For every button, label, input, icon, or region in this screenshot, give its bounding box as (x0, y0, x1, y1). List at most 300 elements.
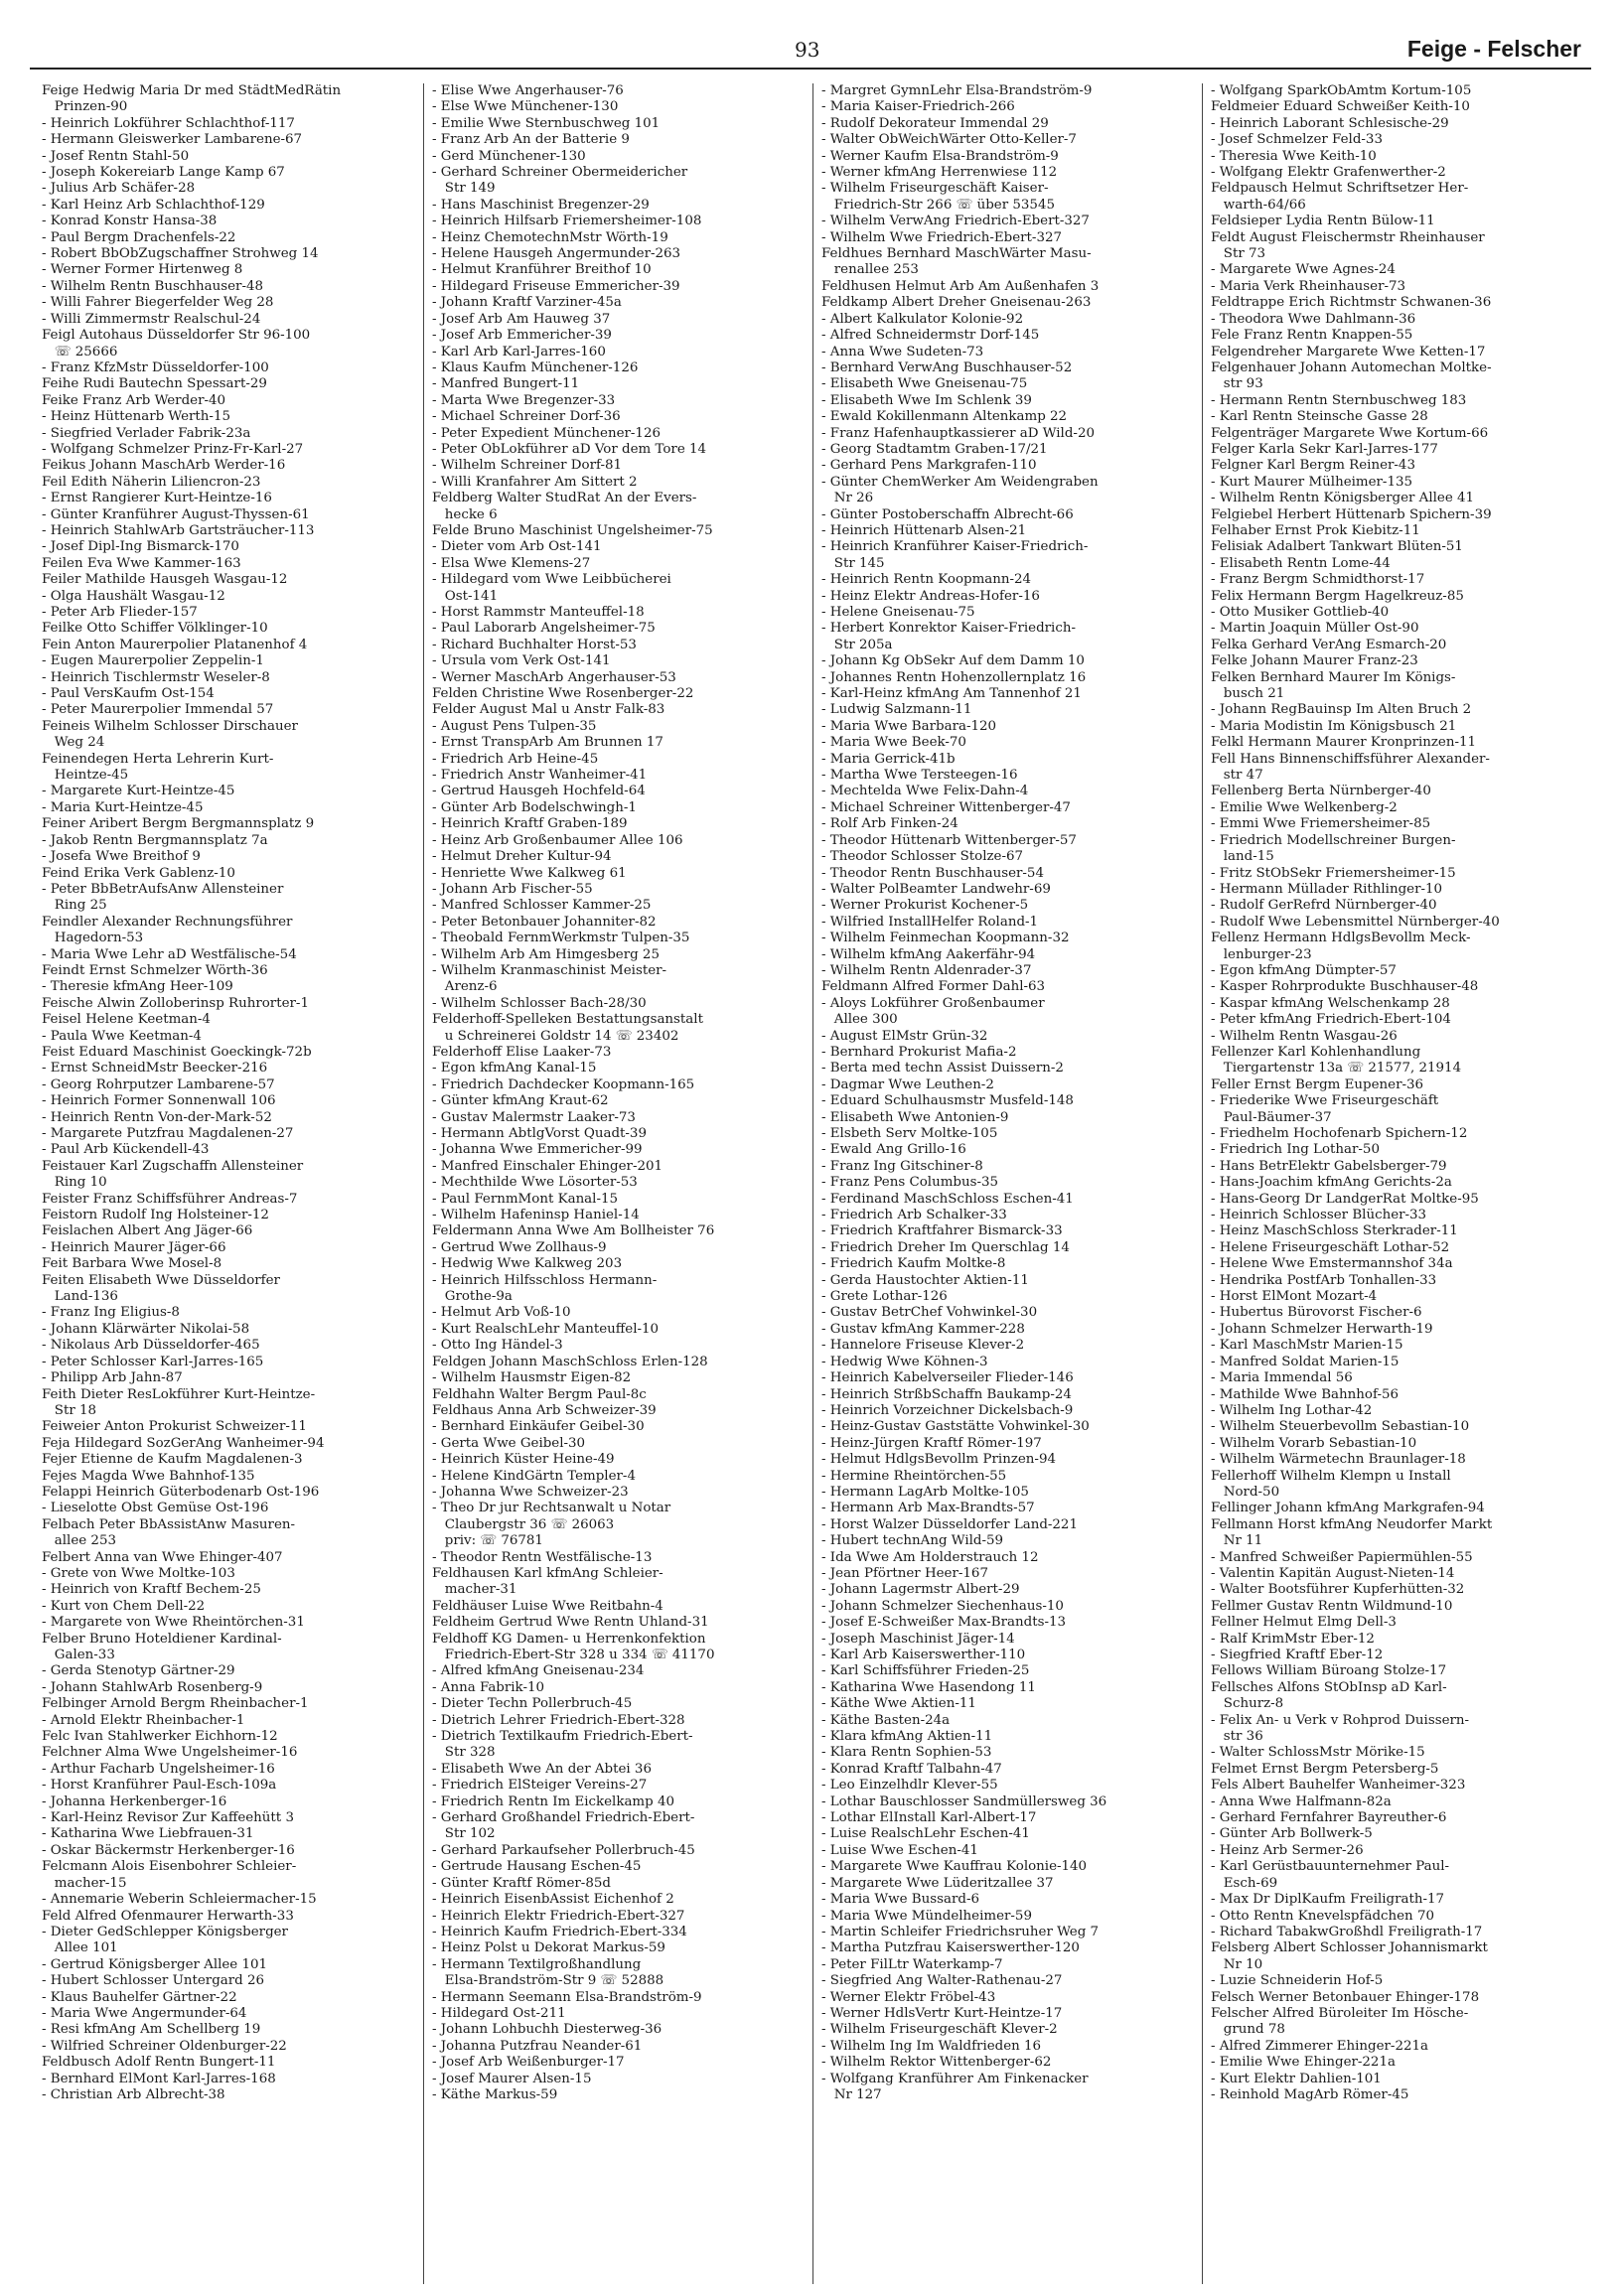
directory-entry: Feige Hedwig Maria Dr med StädtMedRätin (42, 83, 342, 98)
directory-entry: - Heinrich Maurer Jäger-66 (42, 1239, 226, 1255)
directory-entry: - Dietrich Lehrer Friedrich-Ebert-328 (432, 1712, 685, 1728)
directory-entry: - Peter ObLokführer aD Vor dem Tore 14 (432, 441, 707, 457)
directory-entry: - Manfred Soldat Marien-15 (1211, 1354, 1400, 1369)
directory-entry: - Kasper Rohrprodukte Buschhauser-48 (1211, 979, 1479, 995)
directory-entry: - Kurt Elektr Dahlien-101 (1211, 2071, 1382, 2086)
directory-entry: - Gertrude Hausang Eschen-45 (432, 1859, 642, 1875)
directory-entry: - Joseph Kokereiarb Lange Kamp 67 (42, 165, 285, 181)
directory-entry: - Siegfried Verlader Fabrik-23a (42, 425, 251, 441)
directory-entry: Felkl Hermann Maurer Kronprinzen-11 (1211, 735, 1477, 751)
directory-entry: - Johann RegBauinsp Im Alten Bruch 2 (1211, 702, 1472, 718)
directory-entry: - Walter Bootsführer Kupferhütten-32 (1211, 1582, 1465, 1598)
directory-entry: - Franz Ing Eligius-8 (42, 1305, 180, 1321)
directory-entry: - Peter FilLtr Waterkamp-7 (821, 1956, 1003, 1972)
directory-entry: Fels Albert Bauhelfer Wanheimer-323 (1211, 1778, 1466, 1794)
directory-entry: - Hans BetrElektr Gabelsberger-79 (1211, 1158, 1447, 1174)
directory-entry: Feldhusen Helmut Arb Am Außenhafen 3 (821, 278, 1100, 294)
directory-entry: Feldberg Walter StudRat An der Evers- (432, 491, 697, 506)
directory-entry: - Robert BbObZugschaffner Strohweg 14 (42, 246, 319, 262)
directory-entry: - Margret GymnLehr Elsa-Brandström-9 (821, 83, 1093, 98)
directory-entry: Felgendreher Margarete Wwe Ketten-17 (1211, 344, 1486, 359)
column-1 (34, 83, 423, 2284)
directory-entry: - Friedrich Modellschreiner Burgen- (1211, 832, 1456, 848)
directory-entry: - Friedrich Kraftfahrer Bismarck-33 (821, 1223, 1063, 1239)
directory-entry: Esch-69 (1211, 1875, 1278, 1891)
directory-entry: - Richard Buchhalter Horst-53 (432, 637, 637, 652)
directory-entry: - Rudolf Dekorateur Immendal 29 (821, 115, 1049, 131)
directory-entry: land-15 (1211, 849, 1274, 865)
directory-entry: grund 78 (1211, 2022, 1285, 2038)
directory-entry: - Theodor Hüttenarb Wittenberger-57 (821, 832, 1077, 848)
directory-entry: - Hedwig Wwe Kalkweg 203 (432, 1256, 623, 1272)
directory-entry: - Johann Arb Fischer-55 (432, 881, 593, 897)
directory-entry: - Heinrich Rentn Koopmann-24 (821, 572, 1032, 588)
directory-entry: - Siegfried Kraftf Eber-12 (1211, 1648, 1384, 1662)
directory-entry: - Hermann Arb Max-Brandts-57 (821, 1501, 1035, 1516)
directory-entry: - Hermann LagArb Moltke-105 (821, 1484, 1029, 1500)
directory-entry: - Hermann Textilgroßhandlung (432, 1956, 642, 1972)
directory-entry: - Günter ChemWerker Am Weidengraben (821, 474, 1099, 490)
directory-entry: - Hermann Rentn Sternbuschweg 183 (1211, 392, 1467, 408)
directory-entry: Feindt Ernst Schmelzer Wörth-36 (42, 962, 268, 978)
directory-entry: - Luise Wwe Eschen-41 (821, 1842, 978, 1858)
directory-entry: - Heinz Polst u Dekorat Markus-59 (432, 1940, 665, 1956)
directory-entry: - Margarete Wwe Agnes-24 (1211, 262, 1396, 278)
directory-entry: Felderhoff Elise Laaker-73 (432, 1044, 612, 1060)
directory-entry: Feldsieper Lydia Rentn Bülow-11 (1211, 214, 1435, 229)
directory-entry: - Hannelore Friseuse Klever-2 (821, 1338, 1025, 1354)
directory-entry: - Willi Kranfahrer Am Sittert 2 (432, 474, 638, 490)
directory-entry: - Paul VersKaufm Ost-154 (42, 686, 215, 702)
directory-entry: - Josef Arb Weißenburger-17 (432, 2055, 625, 2071)
directory-entry: - Heinz-Jürgen Kraftf Römer-197 (821, 1435, 1042, 1451)
directory-entry: Felber Bruno Hoteldiener Kardinal- (42, 1631, 282, 1647)
directory-entry: - Theresie kfmAng Heer-109 (42, 979, 233, 995)
directory-entry: - Gerhard Schreiner Obermeidericher (432, 165, 688, 181)
directory-entry: - Maria Wwe Bussard-6 (821, 1892, 980, 1908)
directory-entry: - Walter ObWeichWärter Otto-Keller-7 (821, 132, 1077, 148)
directory-entry: Paul-Bäumer-37 (1211, 1109, 1332, 1125)
directory-entry: - Gustav BetrChef Vohwinkel-30 (821, 1305, 1038, 1321)
directory-entry: Feistauer Karl Zugschaffn Allensteiner (42, 1158, 304, 1174)
column-4 (1202, 83, 1591, 2284)
directory-entry: - Johann Lagermstr Albert-29 (821, 1582, 1020, 1598)
directory-entry: - Franz Bergm Schmidthorst-17 (1211, 572, 1425, 588)
directory-entry: - Wilhelm Rentn Wasgau-26 (1211, 1028, 1398, 1044)
directory-entry: Grothe-9a (432, 1289, 513, 1305)
directory-entry: - Wilhelm Rentn Buschhauser-48 (42, 278, 264, 294)
directory-entry: - Max Dr DiplKaufm Freiligrath-17 (1211, 1892, 1445, 1908)
directory-entry: Felger Karla Sekr Karl-Jarres-177 (1211, 441, 1438, 457)
directory-entry: Friedrich-Ebert-Str 328 u 334 ☏ 41170 (432, 1648, 715, 1662)
directory-entry: - Friedrich Ing Lothar-50 (1211, 1142, 1380, 1158)
directory-entry: - Ida Wwe Am Holderstrauch 12 (821, 1549, 1039, 1565)
directory-entry: - Ernst SchneidMstr Beecker-216 (42, 1061, 268, 1076)
directory-entry: - Theodor Schlosser Stolze-67 (821, 849, 1024, 865)
directory-entry: - Egon kfmAng Dümpter-57 (1211, 962, 1397, 978)
directory-entry: Feiweier Anton Prokurist Schweizer-11 (42, 1419, 307, 1435)
directory-entry: - Valentin Kapitän August-Nieten-14 (1211, 1565, 1455, 1581)
directory-entry: - Klaus Kaufm Münchener-126 (432, 359, 639, 375)
directory-columns (34, 83, 1591, 2284)
directory-entry: - Elsbeth Serv Moltke-105 (821, 1126, 998, 1141)
directory-entry: - Ewald Ang Grillo-16 (821, 1142, 966, 1158)
directory-entry: - Henriette Wwe Kalkweg 61 (432, 865, 627, 881)
directory-entry: Felder August Mal u Anstr Falk-83 (432, 702, 665, 718)
directory-entry: - August Pens Tulpen-35 (432, 718, 597, 734)
directory-entry: - Otto Musiker Gottlieb-40 (1211, 605, 1390, 620)
directory-entry: - August ElMstr Grün-32 (821, 1028, 988, 1044)
header-rule (30, 68, 1591, 70)
directory-entry: - Otto Rentn Knevelspfädchen 70 (1211, 1908, 1434, 1924)
directory-entry: Feihe Rudi Bautechn Spessart-29 (42, 376, 267, 392)
directory-entry: Feldmeier Eduard Schweißer Keith-10 (1211, 99, 1470, 115)
directory-entry: Feische Alwin Zolloberinsp Ruhrorter-1 (42, 995, 309, 1011)
directory-entry: Felka Gerhard VerAng Esmarch-20 (1211, 637, 1447, 652)
directory-entry: - Johann Schmelzer Herwarth-19 (1211, 1321, 1433, 1337)
directory-entry: - Georg Stadtamtm Graben-17/21 (821, 441, 1048, 457)
directory-entry: Feikus Johann MaschArb Werder-16 (42, 458, 286, 474)
directory-entry: Feist Eduard Maschinist Goeckingk-72b (42, 1044, 312, 1060)
directory-entry: - Alfred Schneidermstr Dorf-145 (821, 328, 1040, 344)
directory-entry: - Helene Hausgeh Angermunder-263 (432, 246, 681, 262)
directory-entry: - Heinrich Kabelverseiler Flieder-146 (821, 1370, 1074, 1386)
directory-entry: Feldheim Gertrud Wwe Rentn Uhland-31 (432, 1615, 709, 1631)
directory-entry: - Gustav kfmAng Kammer-228 (821, 1321, 1025, 1337)
directory-entry: - Wilhelm Steuerbevollm Sebastian-10 (1211, 1419, 1470, 1435)
directory-entry: - Elisabeth Rentn Lome-44 (1211, 555, 1391, 571)
directory-entry: - Albert Kalkulator Kolonie-92 (821, 311, 1024, 327)
directory-entry: Str 328 (432, 1745, 496, 1761)
directory-entry: - Heinrich EisenbAssist Eichenhof 2 (432, 1892, 674, 1908)
directory-entry: - Günter Arb Bollwerk-5 (1211, 1826, 1373, 1842)
directory-entry: Allee 101 (42, 1940, 118, 1956)
directory-entry: - Maria Kurt-Heintze-45 (42, 799, 204, 815)
directory-entry: - Arnold Elektr Rheinbacher-1 (42, 1712, 245, 1728)
directory-entry: - Josef Schmelzer Feld-33 (1211, 132, 1383, 148)
directory-entry: - Friedrich Arb Schalker-33 (821, 1208, 1007, 1223)
directory-entry: Galen-33 (42, 1648, 115, 1662)
directory-entry: - Kurt RealschLehr Manteuffel-10 (432, 1321, 660, 1337)
directory-entry: - Otto Ing Händel-3 (432, 1338, 563, 1354)
directory-entry: - Heinrich Elektr Friedrich-Ebert-327 (432, 1908, 685, 1924)
directory-entry: - Franz Ing Gitschiner-8 (821, 1158, 983, 1174)
directory-entry: - Heinrich Tischlermstr Weseler-8 (42, 669, 270, 685)
directory-entry: - Klara Rentn Sophien-53 (821, 1745, 992, 1761)
directory-entry: - Wilhelm Wärmetechn Braunlager-18 (1211, 1452, 1466, 1468)
directory-entry: Felsch Werner Betonbauer Ehinger-178 (1211, 1989, 1480, 2005)
directory-entry: - Karl-Heinz kfmAng Am Tannenhof 21 (821, 686, 1082, 702)
directory-entry: - Gerta Wwe Geibel-30 (432, 1435, 586, 1451)
directory-entry: - Mathilde Wwe Bahnhof-56 (1211, 1386, 1400, 1402)
directory-entry: - Gertrud Hausgeh Hochfeld-64 (432, 784, 646, 799)
directory-entry: - Lothar Bauschlosser Sandmüllersweg 36 (821, 1794, 1107, 1809)
directory-entry: Felmet Ernst Bergm Petersberg-5 (1211, 1761, 1439, 1777)
directory-entry: warth-64/66 (1211, 197, 1306, 213)
running-head: Feige - Felscher (1406, 36, 1581, 62)
directory-entry: Feil Edith Näherin Liliencron-23 (42, 474, 261, 490)
directory-entry: - Wilfried InstallHelfer Roland-1 (821, 914, 1039, 930)
directory-entry: - Elisabeth Wwe Im Schlenk 39 (821, 392, 1032, 408)
directory-entry: - Horst Rammstr Manteuffel-18 (432, 605, 645, 620)
directory-entry: lenburger-23 (1211, 946, 1312, 962)
directory-entry: - Heinz-Gustav Gaststätte Vohwinkel-30 (821, 1419, 1090, 1435)
directory-entry: Feinendegen Herta Lehrerin Kurt- (42, 751, 274, 767)
directory-entry: - Grete Lothar-126 (821, 1289, 948, 1305)
directory-entry: - Wilhelm kfmAng Aakerfähr-94 (821, 946, 1036, 962)
directory-entry: - Dieter Techn Pollerbruch-45 (432, 1696, 633, 1712)
directory-entry: Feisel Helene Keetman-4 (42, 1012, 211, 1028)
directory-entry: - Heinz Elektr Andreas-Hofer-16 (821, 588, 1040, 604)
directory-entry: Fellinger Johann kfmAng Markgrafen-94 (1211, 1501, 1485, 1516)
directory-entry: - Katharina Wwe Liebfrauen-31 (42, 1826, 254, 1842)
directory-entry: Felscher Alfred Büroleiter Im Hösche- (1211, 2005, 1469, 2021)
directory-entry: - Heinrich Hüttenarb Alsen-21 (821, 522, 1027, 538)
directory-entry: - Hans-Joachim kfmAng Gerichts-2a (1211, 1175, 1452, 1191)
directory-entry: - Eugen Maurerpolier Zeppelin-1 (42, 653, 264, 669)
directory-entry: Felken Bernhard Maurer Im Königs- (1211, 669, 1456, 685)
directory-entry: - Dieter GedSchlepper Königsberger (42, 1924, 288, 1939)
directory-entry: - Heinrich von Kraftf Bechem-25 (42, 1582, 261, 1598)
directory-entry: - Johanna Wwe Emmericher-99 (432, 1142, 643, 1158)
directory-entry: - Reinhold MagArb Römer-45 (1211, 2086, 1409, 2102)
directory-entry: - Ernst Rangierer Kurt-Heintze-16 (42, 491, 272, 506)
directory-entry: - Peter Expedient Münchener-126 (432, 425, 661, 441)
directory-entry: - Rolf Arb Finken-24 (821, 816, 958, 832)
directory-entry: - Dietrich Textilkaufm Friedrich-Ebert- (432, 1729, 693, 1745)
directory-entry: Fellner Helmut Elmg Dell-3 (1211, 1615, 1397, 1631)
directory-entry: - Dieter vom Arb Ost-141 (432, 539, 602, 555)
directory-entry: Feller Ernst Bergm Eupener-36 (1211, 1076, 1424, 1092)
directory-entry: Str 149 (432, 181, 496, 197)
directory-entry: - Martin Schleifer Friedrichsruher Weg 7 (821, 1924, 1100, 1939)
directory-entry: - Karl Heinz Arb Schlachthof-129 (42, 197, 265, 213)
directory-entry: - Michael Schreiner Dorf-36 (432, 409, 621, 425)
directory-entry: - Paul FernmMont Kanal-15 (432, 1191, 619, 1207)
directory-entry: - Peter kfmAng Friedrich-Ebert-104 (1211, 1012, 1451, 1028)
directory-entry: - Philipp Arb Jahn-87 (42, 1370, 183, 1386)
directory-entry: - Günter Kraftf Römer-85d (432, 1875, 611, 1891)
directory-entry: - Gertrud Königsberger Allee 101 (42, 1956, 268, 1972)
directory-entry: - Wilhelm Ing Lothar-42 (1211, 1402, 1373, 1418)
directory-entry: - Annemarie Weberin Schleiermacher-15 (42, 1892, 317, 1908)
directory-entry: - Heinrich Kranführer Kaiser-Friedrich- (821, 539, 1089, 555)
directory-entry: - Wilhelm Friseurgeschäft Klever-2 (821, 2022, 1058, 2038)
directory-entry: Feldgen Johann MaschSchloss Erlen-128 (432, 1354, 708, 1369)
directory-entry: - Elsa Wwe Klemens-27 (432, 555, 591, 571)
directory-entry: - Ludwig Salzmann-11 (821, 702, 972, 718)
directory-entry: - Helene KindGärtn Templer-4 (432, 1468, 636, 1484)
directory-entry: Feldtrappe Erich Richtmstr Schwanen-36 (1211, 295, 1492, 311)
directory-entry: - Ewald Kokillenmann Altenkamp 22 (821, 409, 1068, 425)
directory-entry: - Eduard Schulhausmstr Musfeld-148 (821, 1093, 1074, 1109)
directory-entry: - Margarete Putzfrau Magdalenen-27 (42, 1126, 294, 1141)
directory-entry: - Theresia Wwe Keith-10 (1211, 148, 1377, 164)
directory-entry: - Heinrich Laborant Schlesische-29 (1211, 115, 1449, 131)
directory-entry: - Werner Prokurist Kochener-5 (821, 898, 1029, 914)
directory-entry: - Heinz Arb Sermer-26 (1211, 1842, 1364, 1858)
directory-entry: Elsa-Brandström-Str 9 ☏ 52888 (432, 1973, 664, 1989)
directory-entry: - Maria Wwe Angermunder-64 (42, 2005, 247, 2021)
page-number: 93 (795, 38, 820, 62)
directory-entry: - Wilhelm Friseurgeschäft Kaiser- (821, 181, 1049, 197)
directory-entry: - Wolfgang Schmelzer Prinz-Fr-Karl-27 (42, 441, 304, 457)
directory-entry: - Anna Wwe Sudeten-73 (821, 344, 984, 359)
directory-entry: - Paula Wwe Keetman-4 (42, 1028, 202, 1044)
directory-entry: Felappi Heinrich Güterbodenarb Ost-196 (42, 1484, 320, 1500)
directory-entry: - Elise Wwe Angerhauser-76 (432, 83, 624, 98)
directory-entry: Feldhaus Anna Arb Schweizer-39 (432, 1402, 657, 1418)
directory-entry: - Emilie Wwe Welkenberg-2 (1211, 799, 1398, 815)
directory-entry: - Hildegard Ost-211 (432, 2005, 566, 2021)
directory-entry: Feislachen Albert Ang Jäger-66 (42, 1223, 253, 1239)
directory-entry: Nr 10 (1211, 1956, 1263, 1972)
directory-entry: Str 102 (432, 1826, 496, 1842)
directory-entry: - Hermann Müllader Rithlinger-10 (1211, 881, 1443, 897)
directory-entry: Feldt August Fleischermstr Rheinhauser (1211, 229, 1485, 245)
directory-entry: - Joseph Maschinist Jäger-14 (821, 1631, 1015, 1647)
directory-entry: - Hubert Schlosser Untergard 26 (42, 1973, 265, 1989)
directory-entry: Feiner Aribert Bergm Bergmannsplatz 9 (42, 816, 315, 832)
directory-entry: - Arthur Facharb Ungelsheimer-16 (42, 1761, 275, 1777)
directory-entry: Feilen Eva Wwe Kammer-163 (42, 555, 241, 571)
directory-entry: renallee 253 (821, 262, 919, 278)
directory-entry: - Theobald FernmWerkmstr Tulpen-35 (432, 931, 690, 946)
directory-entry: - Hendrika PostfArb Tonhallen-33 (1211, 1272, 1437, 1288)
directory-entry: - Käthe Markus-59 (432, 2086, 558, 2102)
directory-entry: - Heinz MaschSchloss Sterkrader-11 (1211, 1223, 1458, 1239)
directory-entry: Felderhoff-Spelleken Bestattungsanstalt (432, 1012, 703, 1028)
directory-entry: Nr 11 (1211, 1533, 1263, 1549)
directory-entry: - Heinrich Former Sonnenwall 106 (42, 1093, 276, 1109)
directory-entry: - Wilhelm Hafeninsp Haniel-14 (432, 1208, 640, 1223)
directory-entry: Feldhausen Karl kfmAng Schleier- (432, 1565, 663, 1581)
directory-entry: - Klaus Bauhelfer Gärtner-22 (42, 1989, 237, 2005)
directory-entry: - Leo Einzelhdlr Klever-55 (821, 1778, 998, 1794)
directory-entry: - Hedwig Wwe Köhnen-3 (821, 1354, 988, 1369)
directory-entry: - Maria Immendal 56 (1211, 1370, 1353, 1386)
directory-entry: - Gerda Haustochter Aktien-11 (821, 1272, 1029, 1288)
directory-entry: Heintze-45 (42, 768, 129, 784)
directory-entry: str 47 (1211, 768, 1263, 784)
directory-entry: - Rudolf Wwe Lebensmittel Nürnberger-40 (1211, 914, 1500, 930)
directory-entry: priv: ☏ 76781 (432, 1533, 543, 1549)
directory-entry: - Wilhelm Feinmechan Koopmann-32 (821, 931, 1070, 946)
directory-entry: - Heinz Hüttenarb Werth-15 (42, 409, 230, 425)
directory-entry: Felsberg Albert Schlosser Johannismarkt (1211, 1940, 1488, 1956)
directory-entry: - Josef E-Schweißer Max-Brandts-13 (821, 1615, 1067, 1631)
directory-entry: - Alfred Zimmerer Ehinger-221a (1211, 2038, 1429, 2054)
directory-entry: - Margarete Kurt-Heintze-45 (42, 784, 235, 799)
directory-entry: Fell Hans Binnenschiffsführer Alexander- (1211, 751, 1490, 767)
directory-entry: - Helmut Arb Voß-10 (432, 1305, 571, 1321)
directory-entry: - Karl Schiffsführer Frieden-25 (821, 1663, 1030, 1679)
directory-entry: - Theo Dr jur Rechtsanwalt u Notar (432, 1501, 671, 1516)
directory-entry: - Nikolaus Arb Düsseldorfer-465 (42, 1338, 260, 1354)
directory-entry: - Walter PolBeamter Landwehr-69 (821, 881, 1051, 897)
directory-entry: - Alfred kfmAng Gneisenau-234 (432, 1663, 645, 1679)
directory-entry: - Egon kfmAng Kanal-15 (432, 1061, 597, 1076)
directory-entry: - Dagmar Wwe Leuthen-2 (821, 1076, 994, 1092)
directory-entry: Fejer Etienne de Kaufm Magdalenen-3 (42, 1452, 303, 1468)
directory-entry: Feilke Otto Schiffer Völklinger-10 (42, 621, 268, 637)
directory-entry: - Elisabeth Wwe An der Abtei 36 (432, 1761, 652, 1777)
directory-entry: - Hermine Rheintörchen-55 (821, 1468, 1007, 1484)
directory-entry: - Martha Wwe Tersteegen-16 (821, 768, 1018, 784)
directory-entry: - Werner kfmAng Herrenwiese 112 (821, 165, 1058, 181)
directory-entry: Feigl Autohaus Düsseldorfer Str 96-100 (42, 328, 311, 344)
directory-entry: Feistorn Rudolf Ing Holsteiner-12 (42, 1208, 269, 1223)
directory-entry: - Theodor Rentn Westfälische-13 (432, 1549, 653, 1565)
column-2 (423, 83, 812, 2284)
directory-entry: - Georg Rohrputzer Lambarene-57 (42, 1076, 275, 1092)
directory-entry: - Maria Modistin Im Königsbusch 21 (1211, 718, 1457, 734)
directory-entry: - Helene Friseurgeschäft Lothar-52 (1211, 1239, 1450, 1255)
directory-entry: - Konrad Konstr Hansa-38 (42, 214, 218, 229)
directory-entry: Felisiak Adalbert Tankwart Blüten-51 (1211, 539, 1463, 555)
directory-entry: - Werner HdlsVertr Kurt-Heintze-17 (821, 2005, 1063, 2021)
directory-entry: Felke Johann Maurer Franz-23 (1211, 653, 1418, 669)
directory-entry: macher-31 (432, 1582, 517, 1598)
directory-entry: - Hildegard vom Wwe Leibbücherei (432, 572, 671, 588)
directory-entry: - Siegfried Ang Walter-Rathenau-27 (821, 1973, 1063, 1989)
directory-entry: - Rudolf GerRefrd Nürnberger-40 (1211, 898, 1437, 914)
directory-entry: - Franz Hafenhauptkassierer aD Wild-20 (821, 425, 1095, 441)
directory-entry: - Wilhelm Schreiner Dorf-81 (432, 458, 623, 474)
directory-entry: Felbinger Arnold Bergm Rheinbacher-1 (42, 1696, 309, 1712)
directory-entry: - Maria Wwe Beek-70 (821, 735, 966, 751)
directory-entry: - Karl Arb Kaiserswerther-110 (821, 1648, 1026, 1662)
directory-entry: - Elisabeth Wwe Gneisenau-75 (821, 376, 1028, 392)
directory-entry: Felde Bruno Maschinist Ungelsheimer-75 (432, 522, 713, 538)
directory-entry: - Hubertus Bürovorst Fischer-6 (1211, 1305, 1422, 1321)
directory-entry: - Wilhelm Kranmaschinist Meister- (432, 962, 667, 978)
directory-entry: - Anna Wwe Halfmann-82a (1211, 1794, 1392, 1809)
directory-entry: Feldhahn Walter Bergm Paul-8c (432, 1386, 647, 1402)
directory-entry: Fellsches Alfons StObInsp aD Karl- (1211, 1679, 1447, 1695)
directory-entry: - Friedrich Dachdecker Koopmann-165 (432, 1076, 695, 1092)
directory-entry: - Wilhelm Wwe Friedrich-Ebert-327 (821, 229, 1063, 245)
directory-entry: - Heinrich Vorzeichner Dickelsbach-9 (821, 1402, 1074, 1418)
directory-entry: - Theodor Rentn Buschhauser-54 (821, 865, 1044, 881)
directory-entry: - Heinz Arb Großenbaumer Allee 106 (432, 832, 683, 848)
directory-entry: - Johann Lohbuchh Diesterweg-36 (432, 2022, 663, 2038)
directory-entry: - Manfred Bungert-11 (432, 376, 580, 392)
directory-entry: Feister Franz Schiffsführer Andreas-7 (42, 1191, 298, 1207)
directory-entry: - Josef Dipl-Ing Bismarck-170 (42, 539, 239, 555)
directory-entry: Feld Alfred Ofenmaurer Herwarth-33 (42, 1908, 294, 1924)
directory-entry: Feldhoff KG Damen- u Herrenkonfektion (432, 1631, 706, 1647)
directory-entry: - Heinrich Küster Heine-49 (432, 1452, 615, 1468)
directory-entry: - Hermann Gleiswerker Lambarene-67 (42, 132, 303, 148)
directory-entry: - Horst Kranführer Paul-Esch-109a (42, 1778, 277, 1794)
directory-entry: - Gerhard Parkaufseher Pollerbruch-45 (432, 1842, 695, 1858)
directory-entry: - Herbert Konrektor Kaiser-Friedrich- (821, 621, 1076, 637)
directory-entry: - Wilhelm Rentn Königsberger Allee 41 (1211, 491, 1475, 506)
directory-entry: - Maria Wwe Lehr aD Westfälische-54 (42, 946, 297, 962)
directory-entry: - Wolfgang Kranführer Am Finkenacker (821, 2071, 1089, 2086)
directory-entry: - Gerd Münchener-130 (432, 148, 586, 164)
directory-entry: Tiergartenstr 13a ☏ 21577, 21914 (1211, 1061, 1462, 1076)
directory-entry: Felix Hermann Bergm Hagelkreuz-85 (1211, 588, 1464, 604)
directory-entry: - Paul Laborarb Angelsheimer-75 (432, 621, 656, 637)
directory-entry: - Friedrich Kaufm Moltke-8 (821, 1256, 1006, 1272)
directory-entry: - Helmut Dreher Kultur-94 (432, 849, 612, 865)
directory-entry: - Werner Elektr Fröbel-43 (821, 1989, 996, 2005)
directory-entry: - Wolfgang SparkObAmtm Kortum-105 (1211, 83, 1472, 98)
directory-entry: - Helmut Kranführer Breithof 10 (432, 262, 652, 278)
directory-entry: Feind Erika Verk Gablenz-10 (42, 865, 235, 881)
